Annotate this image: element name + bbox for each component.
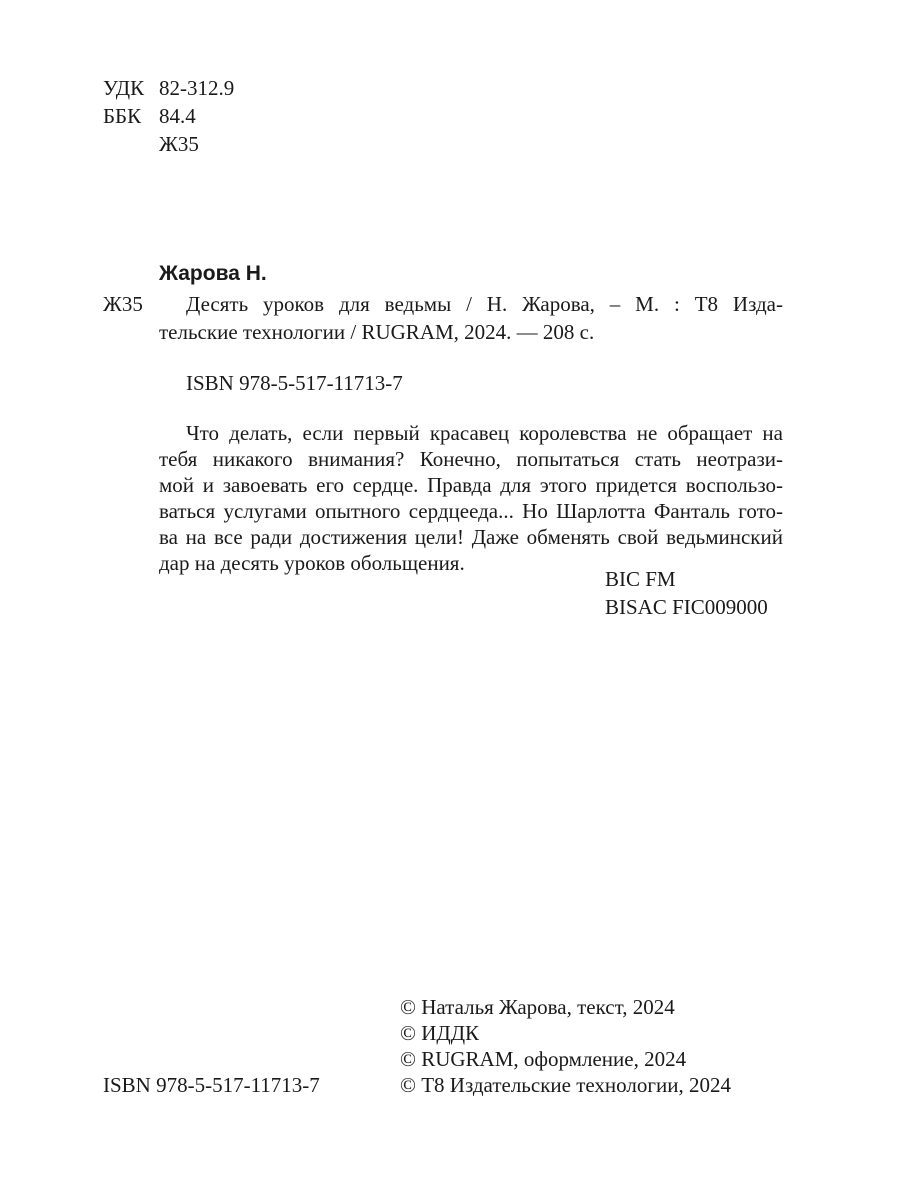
annotation-line: ва на все ради достижения цели! Даже обменять свой ведьминский xyxy=(159,525,783,549)
author-code: Ж35 xyxy=(159,132,199,156)
bbk-value: 84.4 xyxy=(159,104,196,128)
bib-isbn: ISBN 978-5-517-11713-7 xyxy=(186,371,403,395)
bic-code: BIC FM xyxy=(605,567,676,591)
copyright-line: © ИДДК xyxy=(400,1021,480,1045)
annotation-line: ваться услугами опытного сердцееда... Но Шарлотта Фанталь гото- xyxy=(159,499,783,523)
annotation-line: тебя никакого внимания? Конечно, попытаться стать неотрази- xyxy=(159,447,783,471)
bbk-label: ББК xyxy=(103,104,142,128)
udk-value: 82-312.9 xyxy=(159,76,235,100)
copyright-line: © Т8 Издательские технологии, 2024 xyxy=(400,1073,731,1097)
copyright-line: © Наталья Жарова, текст, 2024 xyxy=(400,995,675,1019)
udk-label: УДК xyxy=(103,76,145,100)
annotation-line: мой и завоевать его сердце. Правда для этого придется воспользо- xyxy=(159,473,783,497)
author-name: Жарова Н. xyxy=(159,262,267,285)
annotation-line: Что делать, если первый красавец королевства не обращает на xyxy=(186,421,783,445)
copyright-line: © RUGRAM, оформление, 2024 xyxy=(400,1047,687,1071)
footer-isbn: ISBN 978-5-517-11713-7 xyxy=(103,1073,320,1097)
annotation-line: дар на десять уроков обольщения. xyxy=(159,551,465,575)
annotation xyxy=(159,420,783,576)
bib-author-code: Ж35 xyxy=(103,292,143,316)
bib-description-line-2: тельские технологии / RUGRAM, 2024. — 208 с. xyxy=(159,320,595,344)
bisac-code: BISAC FIC009000 xyxy=(605,595,768,619)
bib-description-line-1: Десять уроков для ведьмы / Н. Жарова, – М. : Т8 Изда- xyxy=(186,292,783,316)
